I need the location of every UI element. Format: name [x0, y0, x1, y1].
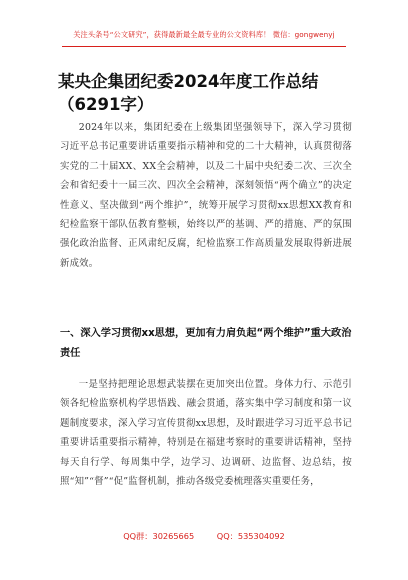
- qq-group-number: QQ群：30265665: [123, 531, 195, 541]
- header-divider: [62, 46, 346, 47]
- section-paragraph-1: 一是坚持把理论思想武装摆在更加突出位置。身体力行、示范引领各纪检监察机构学思悟践、融会贯通，落实集中学习制度和第一议题制度要求，深入学习宣传贯彻xx思想，及时跟进学习习近平总书记重要讲话重要指示精神，特别是在福建考察时的重要讲话精神，坚持每天自行学、每周集中学，边学习、边调研、边监督、边总结，按照“知”“督”“促”监督机制，推动各级党委梳理落实重要任务，: [60, 379, 352, 488]
- header-notice: 关注头条号“公文研究”，获得最新最全最专业的公文资料库！ 微信：gongwenyj: [73, 30, 335, 39]
- qq-number: QQ：535304092: [216, 531, 285, 541]
- intro-paragraph: 2024年以来，集团纪委在上级集团坚强领导下，深入学习贯彻习近平总书记重要讲话重要指示精神和党的二十大精神，认真贯彻落实党的二十届XX、XX全会精神，以及二十届中央纪委二次、三次全会和省纪委十一届三次、四次全会精神，深刻领悟“两个确立”的决定性意义、坚决做到“两个维护”，统筹开展学习贯彻xx思想XX教育和纪检监察干部队伍教育整顿，始终以严的基调、严的措施、严的氛围强化政治监督、正风肃纪反腐，纪检监察工作高质量发展取得新进展新成效。: [60, 122, 352, 269]
- document-title: 某央企集团纪委2024年度工作总结（6291字）: [58, 72, 319, 114]
- section-heading-1: 一、深入学习贯彻xx思想，更加有力肩负起“两个维护”重大政治责任: [60, 328, 352, 359]
- footer-contact: [0, 531, 408, 542]
